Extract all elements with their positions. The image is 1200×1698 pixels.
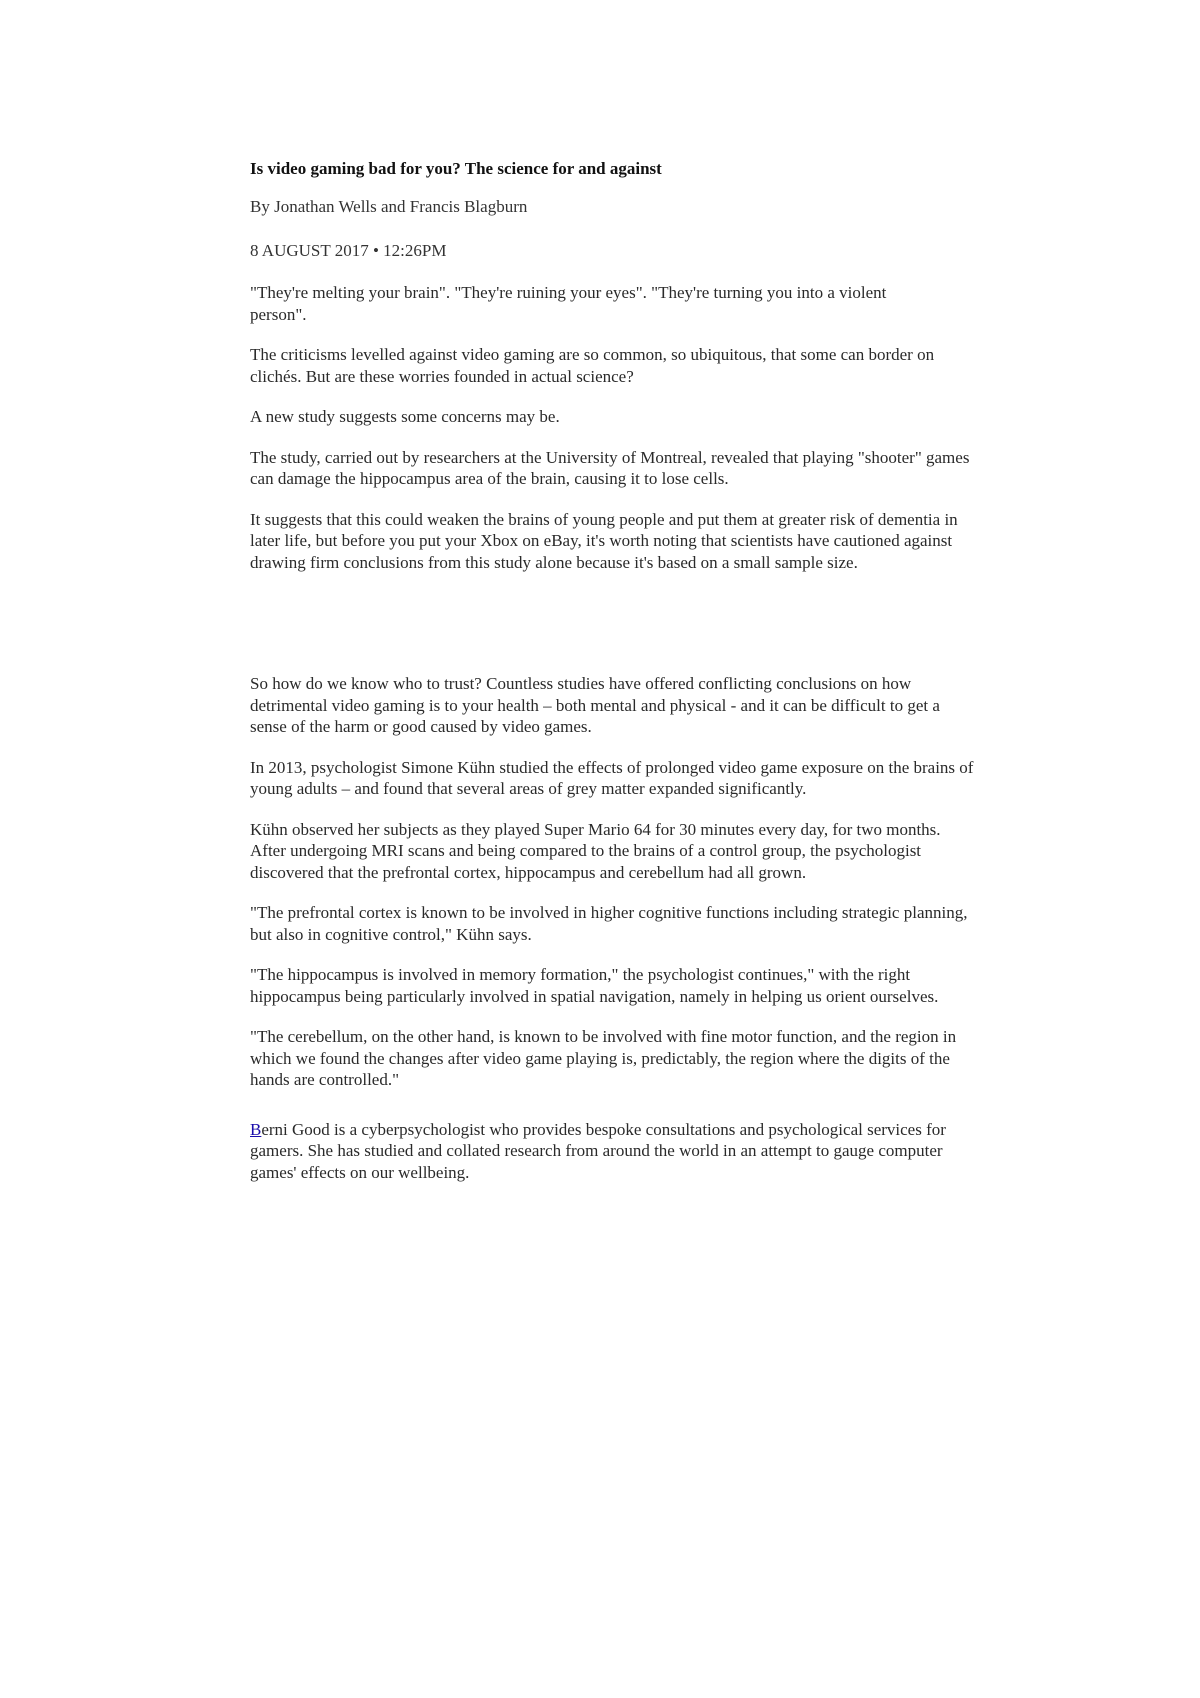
article-paragraph: A new study suggests some concerns may be. [250,407,560,426]
article-paragraph: So how do we know who to trust? Countless studies have offered conflicting conclusions on how detrimental video gaming is to your health – both mental and physical - and it can be difficult to get a sense of the harm or good caused by video games. [250,674,940,736]
article-paragraph: It suggests that this could weaken the brains of young people and put them at greater risk of dementia in later life, but before you put your Xbox on eBay, it's worth noting that scientists have cautioned against drawing firm conclusions from this study alone because it's based on a small sample size. [250,509,958,572]
article-paragraph: "The prefrontal cortex is known to be involved in higher cognitive functions including strategic planning, but also in cognitive control," Kühn says. [250,903,968,944]
article-paragraph: In 2013, psychologist Simone Kühn studied the effects of prolonged video game exposure on the brains of young adults – and found that several areas of grey matter expanded significantly. [250,757,974,798]
final-paragraph-text: erni Good is a cyberpsychologist who provides bespoke consultations and psychological services for gamers. She has studied and collated research from around the world in an attempt to gauge computer games' effects on our wellbeing. [250,1119,946,1182]
article [250,150,975,1202]
content-gap [250,592,975,673]
content-gap-small [250,1110,975,1119]
article-paragraph-final [250,1119,975,1184]
article-paragraph: The criticisms levelled against video gaming are so common, so ubiquitous, that some can border on clichés. But are these worries founded in actual science? [250,345,935,386]
article-paragraph: "The hippocampus is involved in memory formation," the psychologist continues," with the right hippocampus being particularly involved in spatial navigation, namely in helping us orient ourselves. [250,965,939,1006]
article-byline: By Jonathan Wells and Francis Blagburn [250,197,528,216]
article-paragraph: "The cerebellum, on the other hand, is known to be involved with fine motor function, and the region in which we found the changes after video game playing is, predictably, the region where the digits of the hands are controlled." [250,1027,957,1089]
berni-good-link[interactable]: B [250,1119,262,1139]
article-paragraph: "They're melting your brain". "They're ruining your eyes". "They're turning you into a violent person". [250,283,887,324]
article-title: Is video gaming bad for you? The science for and against [250,159,662,178]
article-date: 8 AUGUST 2017 • 12:26PM [250,241,447,260]
article-paragraph: Kühn observed her subjects as they played Super Mario 64 for 30 minutes every day, for two months. After undergoing MRI scans and being compared to the brains of a control group, the psychologist discovered that the prefrontal cortex, hippocampus and cerebellum had all grown. [250,819,941,882]
article-paragraph: The study, carried out by researchers at the University of Montreal, revealed that playing "shooter" games can damage the hippocampus area of the brain, causing it to lose cells. [250,447,970,488]
